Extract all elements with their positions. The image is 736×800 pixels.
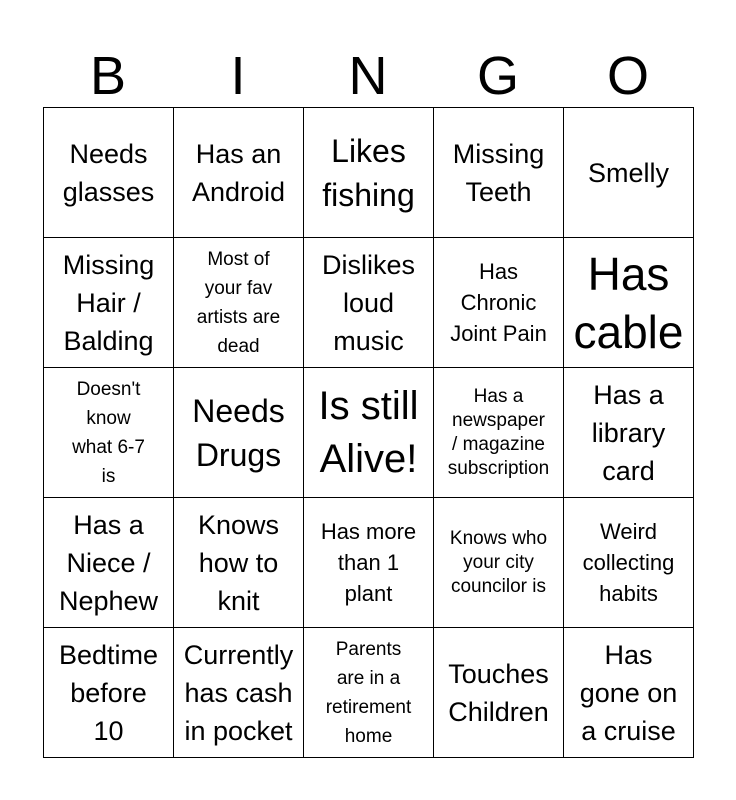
bingo-cell[interactable]: Has a newspaper / magazine subscription <box>434 368 564 498</box>
bingo-cell[interactable]: Has a library card <box>564 368 694 498</box>
bingo-cell[interactable]: Is still Alive! <box>304 368 434 498</box>
bingo-cell[interactable]: Knows who your city councilor is <box>434 498 564 628</box>
bingo-cell[interactable]: Needs glasses <box>44 108 174 238</box>
bingo-cell[interactable]: Most of your fav artists are dead <box>174 238 304 368</box>
bingo-cell[interactable]: Weird collecting habits <box>564 498 694 628</box>
bingo-cell[interactable]: Likes fishing <box>304 108 434 238</box>
bingo-cell[interactable]: Currently has cash in pocket <box>174 628 304 758</box>
header-letter-o: O <box>606 46 649 106</box>
bingo-header <box>43 46 693 106</box>
header-letter-g: G <box>476 46 519 106</box>
bingo-cell[interactable]: Has gone on a cruise <box>564 628 694 758</box>
bingo-cell[interactable]: Bedtime before 10 <box>44 628 174 758</box>
bingo-cell[interactable]: Doesn't know what 6-7 is <box>44 368 174 498</box>
board-row-2 <box>44 238 694 368</box>
header-letter-b: B <box>89 46 127 106</box>
bingo-cell[interactable]: Knows how to knit <box>174 498 304 628</box>
bingo-cell[interactable]: Needs Drugs <box>174 368 304 498</box>
bingo-cell[interactable]: Has a Niece / Nephew <box>44 498 174 628</box>
bingo-cell[interactable]: Has Chronic Joint Pain <box>434 238 564 368</box>
bingo-cell[interactable]: Smelly <box>564 108 694 238</box>
bingo-cell[interactable]: Missing Teeth <box>434 108 564 238</box>
board-row-3 <box>44 368 694 498</box>
bingo-cell[interactable]: Parents are in a retirement home <box>304 628 434 758</box>
board-row-4 <box>44 498 694 628</box>
bingo-cell[interactable]: Missing Hair / Balding <box>44 238 174 368</box>
bingo-cell[interactable]: Has an Android <box>174 108 304 238</box>
header-letter-i: I <box>230 46 246 106</box>
bingo-board <box>43 107 694 758</box>
bingo-cell[interactable]: Dislikes loud music <box>304 238 434 368</box>
bingo-cell[interactable]: Has cable <box>564 238 694 368</box>
board-row-5 <box>44 628 694 758</box>
bingo-cell[interactable]: Has more than 1 plant <box>304 498 434 628</box>
header-letter-n: N <box>348 46 388 106</box>
board-row-1 <box>44 108 694 238</box>
bingo-cell[interactable]: Touches Children <box>434 628 564 758</box>
